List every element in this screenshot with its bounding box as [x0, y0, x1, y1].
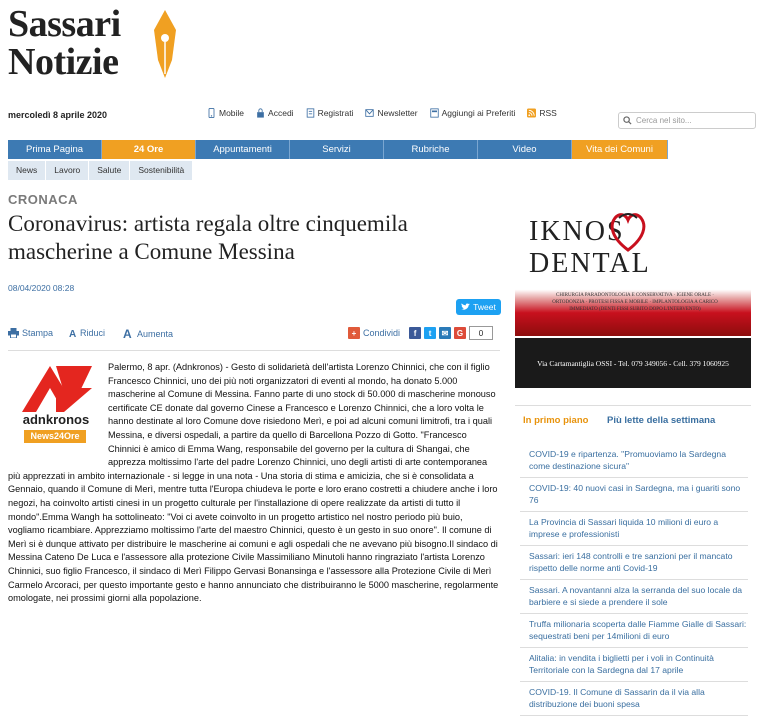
top-link-label: RSS — [539, 108, 557, 118]
iknos-dental-ad[interactable] — [515, 198, 751, 388]
article-title: Coronavirus: artista regala oltre cinquemila mascherine a Comune Messina — [8, 211, 408, 264]
tooth-heart-icon — [607, 206, 649, 256]
article-divider — [8, 350, 500, 351]
subnav-lavoro[interactable]: Lavoro — [46, 161, 89, 180]
article-section[interactable]: CRONACA — [8, 192, 78, 207]
list-item[interactable]: COVID-19. Il Comune di Sassarin da il via alla distribuzione dei buoni spesa — [520, 682, 748, 716]
list-item[interactable]: Alitalia: in vendita i biglietti per i voli in Continuità Territoriale con la Sardegna dal 17 aprile — [520, 648, 748, 682]
lock-icon — [256, 108, 265, 118]
fountain-pen-icon — [148, 8, 182, 80]
printer-icon — [8, 328, 19, 338]
text-larger-icon — [123, 328, 134, 339]
news24ore-badge: News24Ore — [24, 430, 86, 443]
list-item[interactable]: Sassari. A novantanni alza la serranda del suo locale da barbiere e si siede a prendere il sole — [520, 580, 748, 614]
site-name-line1: Sassari — [8, 3, 121, 45]
register-icon — [306, 108, 315, 118]
list-item[interactable]: COVID-19: 40 nuovi casi in Sardegna, ma i guariti sono 76 — [520, 478, 748, 512]
sidebar-tabs — [515, 405, 751, 434]
list-item[interactable]: La Provincia di Sassari liquida 10 milioni di euro a imprese e professionisti — [520, 512, 748, 546]
facebook-icon[interactable]: f — [409, 327, 421, 339]
rss-icon — [527, 108, 536, 118]
top-link-label: Accedi — [268, 108, 294, 118]
enlarge-text-button[interactable] — [123, 328, 173, 339]
tab-piu-lette[interactable]: Più lette della settimana — [607, 415, 716, 426]
nav-vita-dei-comuni[interactable]: Vita dei Comuni — [572, 140, 668, 159]
nav-video[interactable]: Video — [478, 140, 572, 159]
top-link-label: Registrati — [317, 108, 354, 118]
share-label[interactable]: Condividi — [363, 328, 401, 338]
adnkronos-wordmark: adnkronos — [22, 412, 90, 427]
article-tools — [8, 326, 500, 342]
sidebar-news-list — [520, 444, 748, 716]
current-date: mercoledì 8 aprile 2020 — [8, 110, 108, 120]
search-input[interactable] — [618, 112, 756, 129]
twitter-bird-icon — [461, 303, 470, 311]
nav-servizi[interactable]: Servizi — [290, 140, 384, 159]
top-link-login[interactable] — [256, 108, 294, 118]
svg-text:A: A — [69, 329, 77, 338]
list-item[interactable]: Sassari: ieri 148 controlli e tre sanzioni per il mancato rispetto delle norme anti Covid-19 — [520, 546, 748, 580]
share-count: 0 — [469, 326, 493, 340]
top-bar — [0, 104, 767, 132]
reduce-label: Riduci — [80, 328, 106, 338]
reduce-text-button[interactable] — [68, 328, 105, 338]
top-link-label: Aggiungi ai Preferiti — [441, 108, 516, 118]
nav-prima-pagina[interactable]: Prima Pagina — [8, 140, 102, 159]
share-plus-icon[interactable]: + — [348, 327, 360, 339]
list-item[interactable]: COVID-19 e ripartenza. "Promuoviamo la Sardegna come destinazione sicura" — [520, 444, 748, 478]
primary-nav — [8, 140, 668, 159]
ad-tagline: CHIRURGIA PARADONTOLOGIA E CONSERVATIVA · IGIENE ORALE · ORTODONZIA · PROTESI FISSA E MOBILE · IMPLANTOLOGIA A CARICO IMMEDIATO (DENTI FISSI SUBITO DOPO L'INTERVENTO) — [552, 293, 718, 312]
text-smaller-icon — [68, 328, 77, 338]
search-icon — [623, 116, 632, 125]
top-link-register[interactable] — [306, 108, 354, 118]
share-bar — [348, 326, 493, 340]
article-body — [8, 361, 500, 606]
article-body-text: Palermo, 8 apr. (Adnkronos) - Gesto di solidarietà dell'artista Lorenzo Chinnici, che con il figlio Francesco Chinnici, uno dei più noti organizzatori di eventi al mondo, ha donato 5.000 mascherine al Comune di Messina. Fanno parte di uno stock di 50.000 di mascherine monouso certificate CE donate dal governo Cinese a Francesco e Lorenzo Chinnici, che a loro volta le hanno destinate al loro Comune dove risiedono Merì, e poi ad alcuni comuni limitrofi, tra i quali Messina, e diversi ospedali, a partire da quello di Barcellona Pozzo di Gotto. "Francesco Chinnici è amico di Emma Wang, responsabile del governo per la cultura di Shangai, che apprezza moltissimo l'arte del padre Lorenzo Chinnici, uno degli artisti di arte contemporanea più apprezzati in ambito internazionale - si legge in una nota - Una storia di stima e amicizia, che si è consolidata a Gennaio, quando il Comune di Merì, mentre tutta l'Europa chiudeva le porte e loro erano costretti a chiudere anche i loro negozi, ha coinvolto artisti cinesi in un progetto culturale per l'installazione di opere realizzate da artisti di tutto il mondo".Emma Wangh ha sottolineato: "Voi ci avete coinvolto in un progetto artistico nel nostro periodo più buio, vogliamo ricambiare. Apprezziamo moltissimo l'arte del maestro Chinnici, questo è un gesto in suo onore". Il comune di Merì si è dunque attivato per distribuire le mascherine ai comuni e agli ospedali che ne avevano più bisogno.Il sindaco di Messina Cateno De Luca e l'assessore alla protezione Civile Massimiliano Minutoli hanno ringraziato l'artista Lorenzo Chinnici, suo figlio Francesco, il sindaco di Merì Filippo Gervasi Bonansinga e l'assessore alla Protezione Civile di Merì Carmelo Arcoraci, per questo importante gesto e hanno annunciato che distribuiranno le 5000 mascherine, regolarmente omologate, nei prossimi giorni alla popolazione. — [8, 362, 499, 604]
top-link-label: Mobile — [219, 108, 245, 118]
search-placeholder: Cerca nel sito... — [636, 116, 692, 125]
svg-text:A: A — [123, 328, 132, 339]
print-label: Stampa — [22, 328, 54, 338]
top-link-rss[interactable] — [527, 108, 556, 118]
tweet-label: Tweet — [473, 302, 496, 312]
subnav-salute[interactable]: Salute — [89, 161, 130, 180]
top-link-mobile[interactable] — [207, 108, 244, 118]
twitter-icon[interactable]: t — [424, 327, 436, 339]
subnav-news[interactable]: News — [8, 161, 46, 180]
site-name-line2: Notizie — [8, 41, 119, 83]
newsletter-icon — [365, 108, 374, 118]
print-button[interactable] — [8, 328, 53, 338]
bookmark-icon — [430, 108, 439, 118]
top-link-favorites[interactable] — [430, 108, 516, 118]
top-link-newsletter[interactable] — [365, 108, 417, 118]
ad-address: Via Cartamantiglia OSSI - Tel. 079 349056 - Cell. 379 1060925 — [515, 338, 751, 388]
top-links — [207, 108, 557, 118]
subnav-sostenibilita[interactable]: Sostenibilità — [130, 161, 193, 180]
nav-rubriche[interactable]: Rubriche — [384, 140, 478, 159]
nav-appuntamenti[interactable]: Appuntamenti — [196, 140, 290, 159]
tweet-button[interactable] — [456, 299, 501, 315]
nav-24-ore[interactable]: 24 Ore — [102, 140, 196, 159]
top-link-label: Newsletter — [377, 108, 418, 118]
list-item[interactable]: Truffa milionaria scoperta dalle Fiamme Gialle di Sassari: sequestrati beni per 14milioni di euro — [520, 614, 748, 648]
tab-in-primo-piano[interactable]: In primo piano — [523, 415, 589, 426]
secondary-nav — [8, 161, 193, 180]
google-plus-icon[interactable]: G — [454, 327, 466, 339]
enlarge-label: Aumenta — [137, 328, 174, 339]
ad-brand: IKNOS DENTAL — [529, 216, 651, 279]
mobile-icon — [207, 108, 216, 118]
article-date: 08/04/2020 08:28 — [8, 283, 75, 293]
email-icon[interactable]: ✉ — [439, 327, 451, 339]
site-logo[interactable] — [8, 3, 188, 83]
